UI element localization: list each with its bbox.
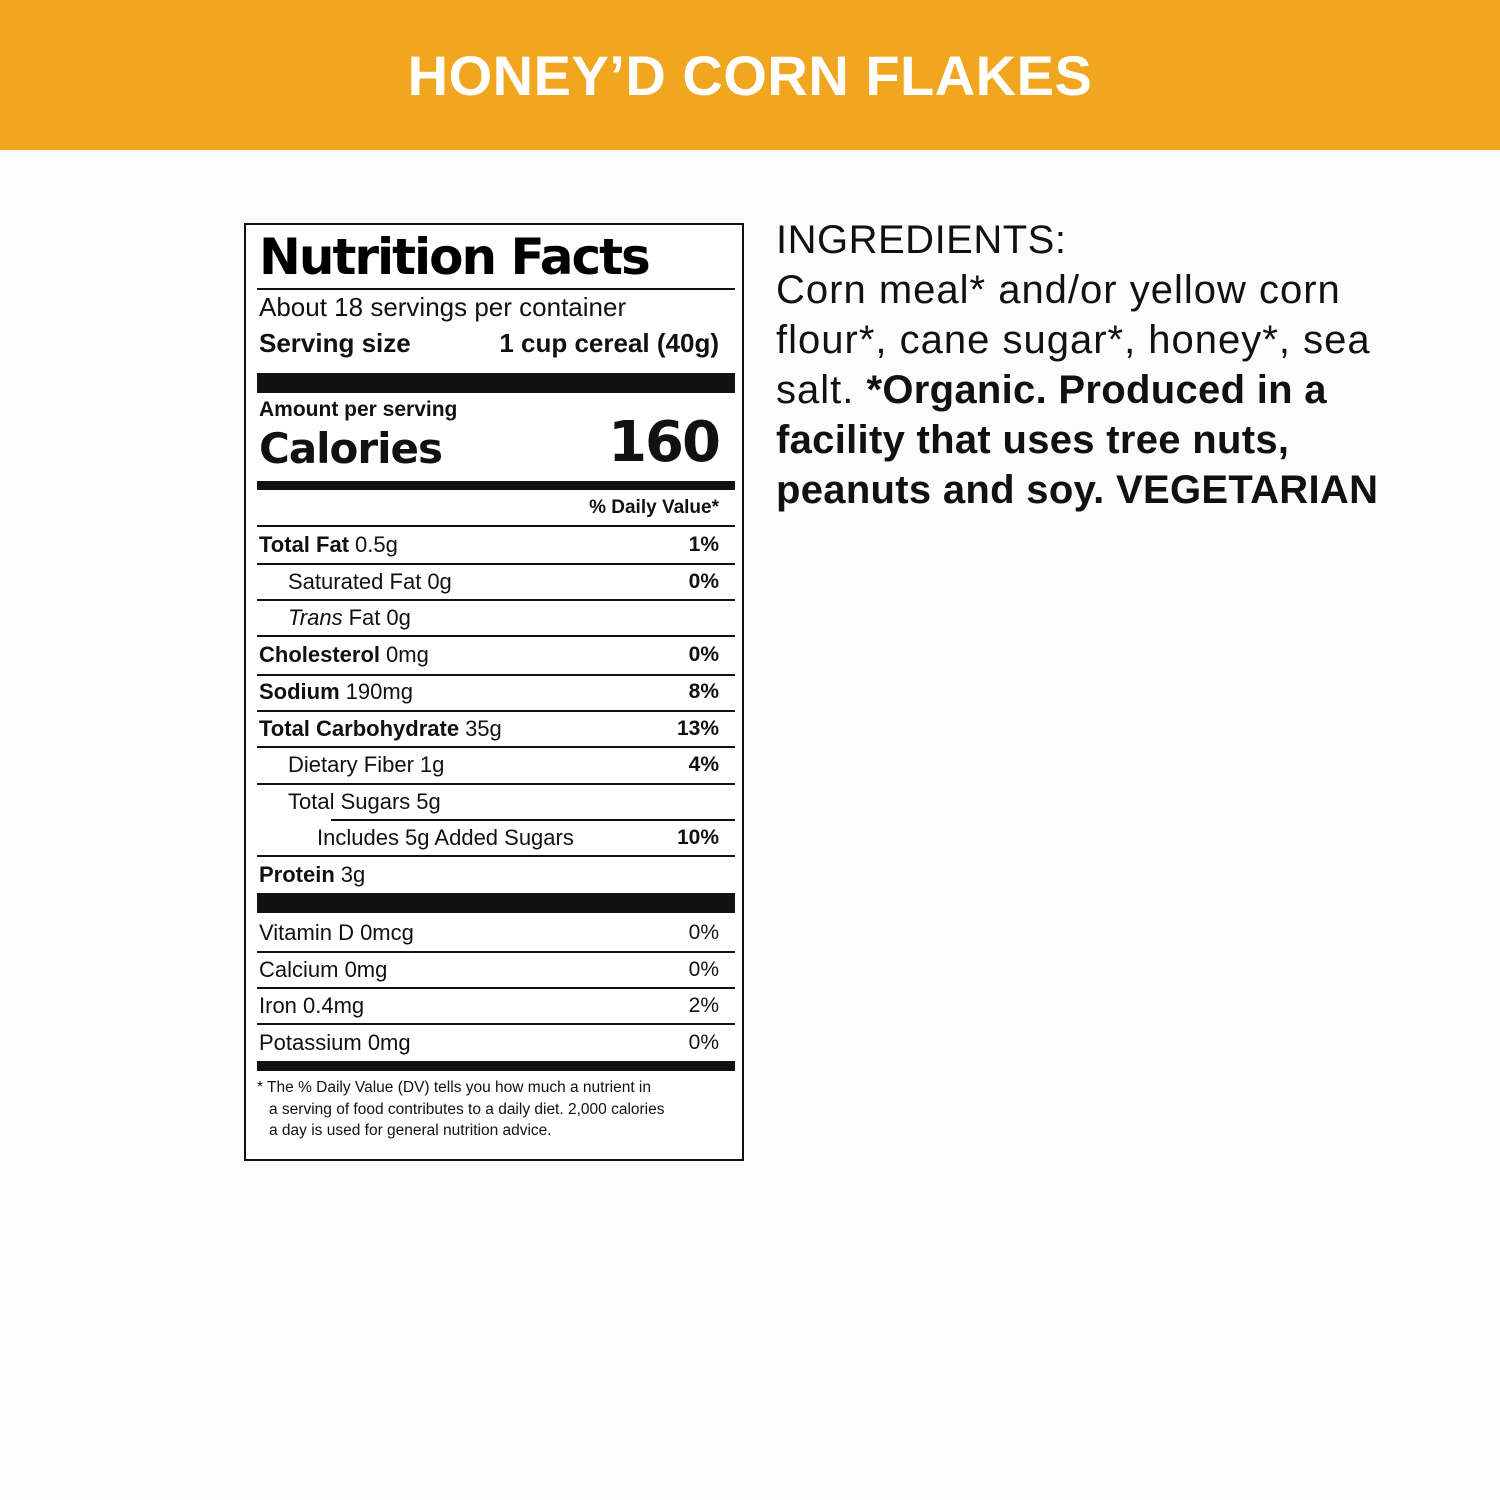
vitamin-label: Vitamin D 0mcg <box>259 920 414 945</box>
footnote-line: * The % Daily Value (DV) tells you how much a nutrient in <box>257 1079 651 1096</box>
nutrient-amount: 35g <box>465 716 502 741</box>
nutrient-dv: 13% <box>676 717 719 740</box>
nutrient-amount: 0.5g <box>355 532 398 557</box>
nutrient-dv: 0% <box>688 570 719 593</box>
nutrient-row-trans-fat <box>288 600 735 636</box>
calories-value: 160 <box>608 410 719 475</box>
nutrient-name: Dietary Fiber <box>288 752 414 777</box>
product-title: HONEY’D CORN FLAKES <box>407 43 1093 107</box>
ingredients-text <box>776 265 1386 515</box>
nutrition-facts-title: Nutrition Facts <box>259 228 649 286</box>
nutrient-dv: 1% <box>688 533 719 556</box>
medium-divider <box>257 481 735 490</box>
nutrient-dv: 4% <box>688 753 719 776</box>
nutrient-amount: 0g <box>427 569 452 594</box>
nutrient-row-sodium <box>259 674 735 710</box>
nutrient-dv: 10% <box>676 826 719 849</box>
nutrient-name: Total Fat <box>259 532 350 557</box>
vitamin-label: Calcium 0mg <box>259 957 388 982</box>
nutrient-name: Saturated Fat <box>288 569 422 594</box>
nutrient-dv: 0% <box>688 643 719 666</box>
footnote-line: a day is used for general nutrition advice. <box>269 1122 552 1139</box>
calories-label: Calories <box>259 424 443 473</box>
nutrient-amount: 5g <box>416 789 441 814</box>
vitamin-dv: 0% <box>688 958 719 981</box>
thick-divider <box>257 373 735 393</box>
ingredients-list: Corn meal* and/or yellow corn flour*, cane sugar*, honey*, sea salt. <box>776 268 1371 412</box>
nutrient-name: Fat <box>348 605 381 630</box>
nutrient-name: Total Carbohydrate <box>259 716 460 741</box>
vitamin-dv: 2% <box>688 994 719 1017</box>
vitamin-dv: 0% <box>688 1031 719 1054</box>
allergen-statement: *Organic. Produced in a facility that uses tree nuts, peanuts and soy. VEGETARIAN <box>776 368 1379 512</box>
amount-per-serving: Amount per serving <box>259 398 458 421</box>
nutrient-name: Sodium <box>259 679 340 704</box>
footnote-line: a serving of food contributes to a daily diet. 2,000 calories <box>269 1100 665 1118</box>
ingredients-section <box>776 215 1386 515</box>
daily-value-footnote <box>257 1077 727 1142</box>
vitamin-label: Iron 0.4mg <box>259 993 365 1018</box>
nutrient-row-saturated-fat <box>288 564 735 600</box>
nutrient-amount: 3g <box>340 862 366 887</box>
vitamin-label: Potassium 0mg <box>259 1030 411 1055</box>
ingredients-heading: INGREDIENTS: <box>776 218 1067 262</box>
nutrient-row-protein <box>259 857 735 893</box>
nutrient-row-cholesterol <box>259 637 735 673</box>
nutrition-facts-panel <box>244 223 744 1161</box>
nutrient-name: Total Sugars <box>288 789 411 814</box>
vitamin-row-iron <box>259 988 735 1024</box>
nutrient-row-added-sugars <box>317 820 735 856</box>
nutrient-amount: 0g <box>386 605 411 630</box>
nutrient-row-total-carbohydrate <box>259 711 735 747</box>
servings-per-container: About 18 servings per container <box>259 292 627 322</box>
title-banner <box>0 0 1500 150</box>
nutrient-row-total-sugars <box>288 784 735 820</box>
thick-divider <box>257 893 735 913</box>
serving-size-label: Serving size <box>259 328 411 358</box>
nutrient-row-total-fat <box>259 527 735 563</box>
vitamin-row-vitamin-d <box>259 915 735 951</box>
vitamin-row-potassium <box>259 1025 735 1061</box>
vitamin-row-calcium <box>259 952 735 988</box>
nutrient-amount: 1g <box>419 752 445 777</box>
divider <box>257 288 735 290</box>
nutrient-name: Cholesterol <box>259 642 381 667</box>
nutrient-name: Includes 5g Added Sugars <box>317 825 574 850</box>
vitamin-dv: 0% <box>688 921 719 944</box>
serving-size-value: 1 cup cereal (40g) <box>499 328 719 358</box>
nutrient-name-italic: Trans <box>288 605 343 630</box>
daily-value-header: % Daily Value* <box>589 497 719 518</box>
nutrient-row-dietary-fiber <box>288 747 735 783</box>
nutrient-amount: 190mg <box>345 679 413 704</box>
medium-divider <box>257 1061 735 1071</box>
nutrient-dv: 8% <box>688 680 719 703</box>
nutrient-amount: 0mg <box>386 642 429 667</box>
nutrient-name: Protein <box>259 862 335 887</box>
